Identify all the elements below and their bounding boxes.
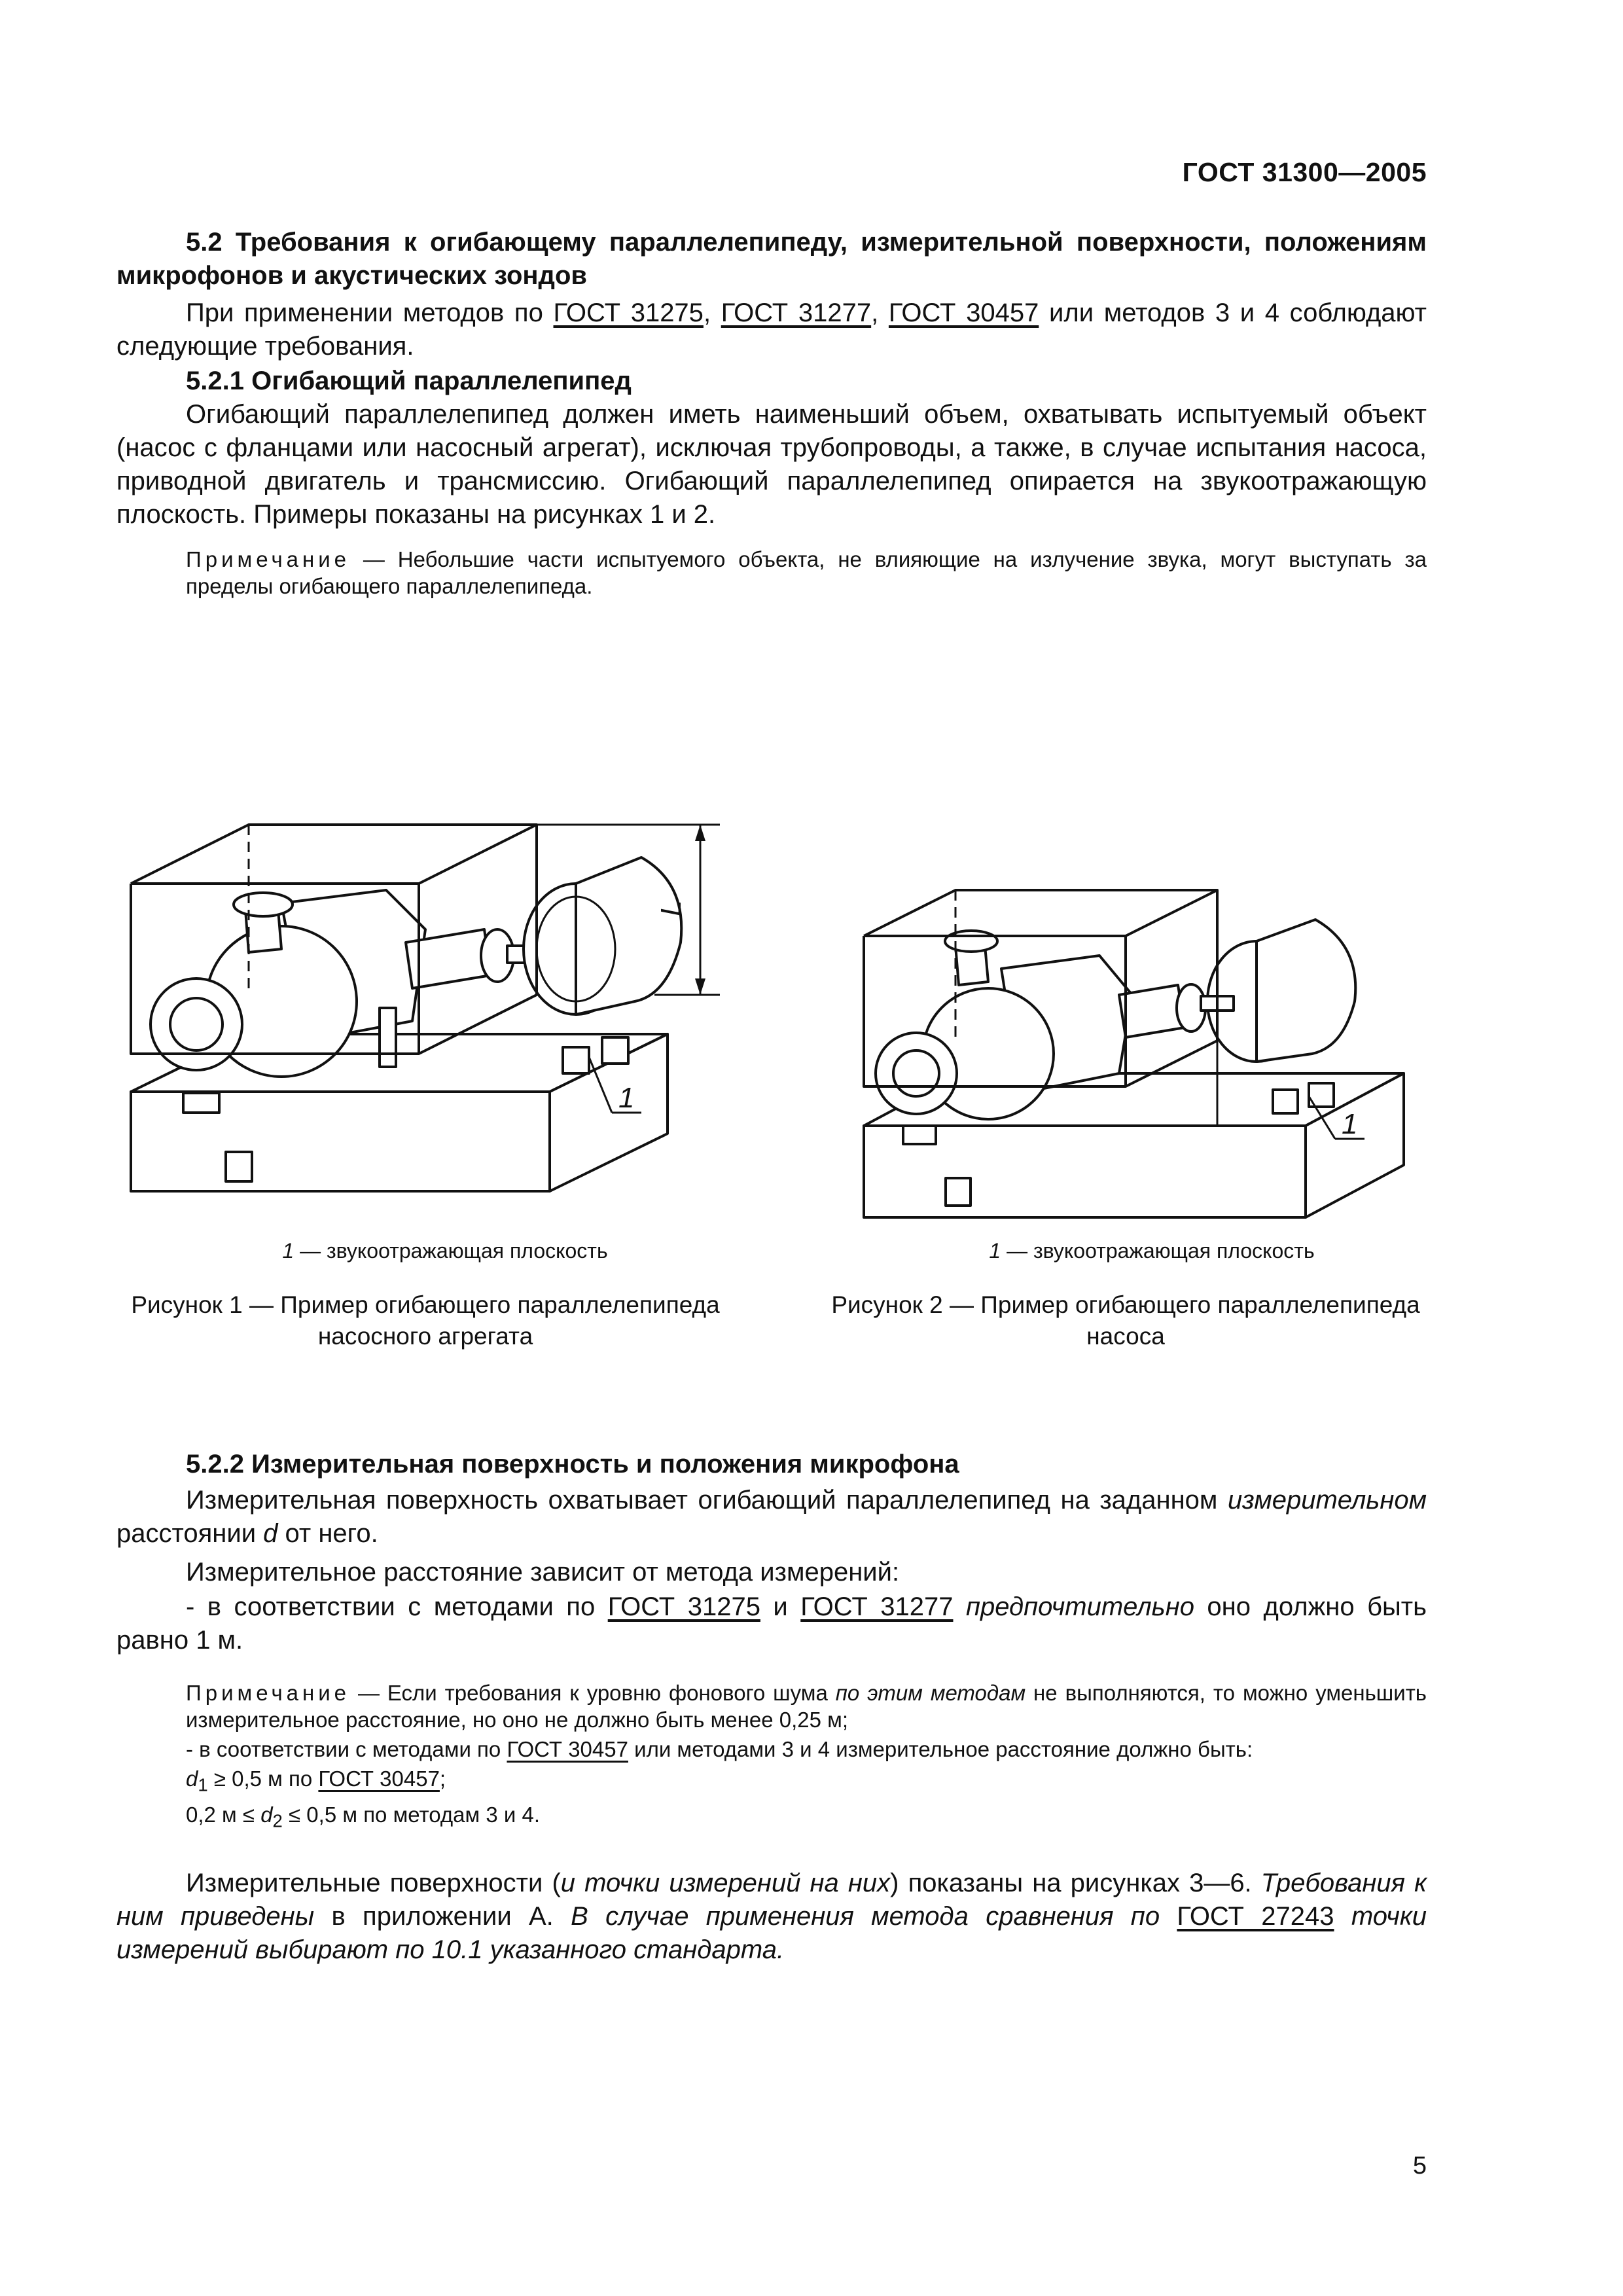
section-5-2-1-paragraph: Огибающий параллелепипед должен иметь наименьший объем, охватывать испытуемый объект (насос с фланцами или насосный агрегат), исключая трубопроводы, а также, в случае испытания насоса, приводной двигатель и трансмиссию. Огибающий параллелепипед опирается на звукоотражающую плоскость. Примеры показаны на рисунках 1 и 2. — [116, 400, 1427, 529]
text-fragment: — Если требования к уровню фонового шума — [350, 1681, 836, 1705]
foot — [1273, 1090, 1298, 1113]
text-fragment: 0,2 м ≤ — [186, 1802, 261, 1827]
foot — [226, 1152, 252, 1181]
text-fragment: и — [760, 1592, 801, 1621]
foot — [602, 1037, 628, 1064]
ref-gost-31277[interactable]: ГОСТ 31277 — [721, 298, 872, 327]
motor-body — [576, 857, 681, 1014]
variable-d1: d — [186, 1767, 198, 1791]
subscript: 2 — [272, 1810, 283, 1831]
ref-gost-31277[interactable]: ГОСТ 31277 — [800, 1592, 954, 1621]
variable-d: d — [263, 1519, 278, 1548]
ref-gost-30457[interactable]: ГОСТ 30457 — [507, 1737, 628, 1761]
text-italic: Требования к ним приведены — [116, 1869, 1427, 1931]
note-line-3 — [116, 1765, 1427, 1799]
note-line-4 — [116, 1801, 1427, 1835]
foot — [903, 1126, 936, 1144]
text-fragment: - в соответствии с методами по — [186, 1592, 608, 1621]
section-5-2-2 — [116, 1448, 1427, 1967]
ref-gost-31275[interactable]: ГОСТ 31275 — [607, 1592, 760, 1621]
pump-inlet-bore — [893, 1050, 939, 1096]
legend-number: 1 — [989, 1239, 1001, 1263]
ref-gost-31275[interactable]: ГОСТ 31275 — [553, 298, 704, 327]
variable-d2: d — [260, 1802, 273, 1827]
text-fragment: - в соответствии с методами по — [186, 1737, 507, 1761]
note-label: Примечание — [186, 547, 351, 571]
text-fragment: ≥ 0,5 м по — [207, 1767, 319, 1791]
note-line-2 — [116, 1736, 1427, 1763]
figure-2-legend — [825, 1239, 1479, 1263]
support — [380, 1008, 396, 1067]
text-italic: и точки измерений на них — [560, 1869, 891, 1898]
ref-gost-30457[interactable]: ГОСТ 30457 — [318, 1767, 440, 1791]
foot — [563, 1047, 589, 1073]
envelope-edge — [419, 825, 537, 884]
section-5-2-2-heading: 5.2.2 Измерительная поверхность и положения микрофона — [186, 1450, 959, 1479]
figure-1-caption: Рисунок 1 — Пример огибающего параллелепипеда насосного агрегата — [131, 1291, 720, 1350]
text-italic: точки измерений выбирают по 10.1 указанного стандарта. — [116, 1902, 1427, 1965]
text-fragment: , — [871, 298, 889, 327]
note-5-2-1 — [116, 546, 1427, 600]
text-fragment: ; — [439, 1767, 446, 1791]
arrow — [695, 978, 705, 995]
text-fragment: не выполняются, то можно уменьшить измерительное расстояние, но оно не должно быть менее 0,25 м; — [186, 1681, 1427, 1732]
arrow — [695, 825, 705, 841]
section-5-2-2-paragraph-2: Измерительное расстояние зависит от метода измерений: — [186, 1558, 900, 1587]
text-italic: В случае применения метода сравнения по — [571, 1902, 1177, 1931]
pump-inlet-bore — [170, 998, 223, 1050]
section-5-2-1-heading: 5.2.1 Огибающий параллелепипед — [186, 367, 632, 395]
text-fragment: При применении методов по — [186, 298, 554, 327]
figure-1-drawing — [118, 694, 772, 1244]
section-5-2-2-paragraph-1 — [116, 1484, 1427, 1551]
text-fragment — [953, 1592, 965, 1621]
note-text: — Небольшие части испытуемого объекта, не влияющие на излучение звука, могут выступать за пределы огибающего параллелепипеда. — [186, 547, 1427, 598]
note-label: Примечание — [186, 1681, 351, 1705]
note-5-2-2 — [116, 1679, 1427, 1733]
text-fragment: Измерительная поверхность охватывает огибающий параллелепипед на заданном — [186, 1486, 1228, 1515]
text-fragment: от него. — [277, 1519, 378, 1548]
dimension-label-L: L — [655, 900, 687, 916]
foot — [183, 1093, 219, 1113]
outlet-flange — [945, 931, 997, 952]
document-code: ГОСТ 31300—2005 — [1182, 157, 1427, 187]
text-fragment: оно должно быть равно 1 м. — [116, 1592, 1427, 1655]
text-fragment: или методами 3 и 4 измерительное расстояние должно быть: — [628, 1737, 1253, 1761]
text-fragment: , — [703, 298, 721, 327]
text-fragment: ) показаны на рисунках 3—6. — [890, 1869, 1261, 1898]
section-5-2-heading: 5.2 Требования к огибающему параллелепипеду, измерительной поверхности, положениям микрофонов и акустических зондов — [116, 228, 1427, 290]
legend-number: 1 — [282, 1239, 294, 1263]
outlet-flange — [234, 893, 293, 916]
text-fragment: ≤ 0,5 м по методам 3 и 4. — [282, 1802, 541, 1827]
figure-2-caption: Рисунок 2 — Пример огибающего параллелепипеда насоса — [831, 1291, 1420, 1350]
section-5-2-2-paragraph-3 — [116, 1590, 1427, 1657]
text-italic: предпочтительно — [965, 1592, 1194, 1621]
bearing-housing — [1119, 985, 1185, 1037]
subscript: 1 — [198, 1774, 208, 1795]
callout-1: 1 — [1342, 1108, 1358, 1140]
text-fragment: расстоянии — [116, 1519, 264, 1548]
section-5-2 — [116, 226, 1427, 600]
text-fragment: Измерительные поверхности ( — [186, 1869, 561, 1898]
text-fragment: или методов 3 и 4 соблюдают следующие требования. — [116, 298, 1427, 361]
foot — [946, 1178, 971, 1206]
callout-1: 1 — [618, 1082, 635, 1114]
ref-gost-27243[interactable]: ГОСТ 27243 — [1177, 1902, 1334, 1931]
legend-text: — звукоотражающая плоскость — [1001, 1239, 1315, 1263]
text-italic: измерительном — [1227, 1486, 1427, 1515]
text-fragment: в приложении А. — [314, 1902, 571, 1931]
text-italic: по этим методам — [835, 1681, 1026, 1705]
page-number: 5 — [1412, 2152, 1427, 2179]
envelope-edge — [1126, 890, 1217, 936]
legend-text: — звукоотражающая плоскость — [294, 1239, 608, 1263]
figure-1-legend — [118, 1239, 772, 1263]
section-5-2-2-paragraph-4 — [116, 1867, 1427, 1967]
ref-gost-30457[interactable]: ГОСТ 30457 — [888, 298, 1039, 327]
motor-body — [1257, 920, 1355, 1062]
section-5-2-paragraph — [116, 296, 1427, 363]
figure-2-drawing — [851, 785, 1440, 1257]
